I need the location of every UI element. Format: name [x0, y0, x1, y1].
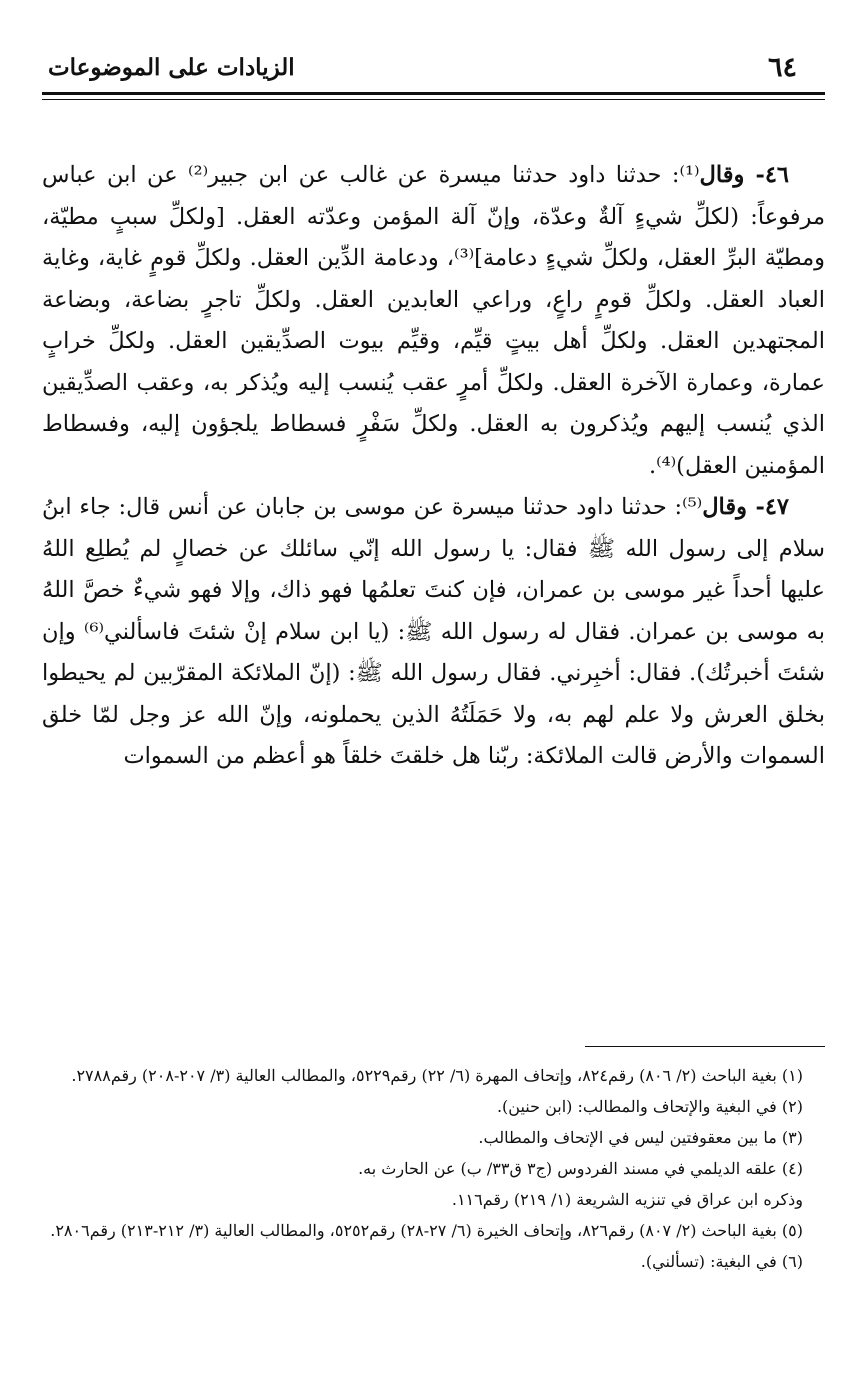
running-title: الزيادات على الموضوعات — [48, 54, 295, 81]
hadith-47-text: ⁽⁵⁾: حدثنا داود حدثنا ميسرة عن موسى بن جابان عن أنس قال: جاء ابنُ سلام إلى رسول الله ﷺ فقال: يا رسول الله إنّي سائلك عن خصالٍ لم يُطلِع اللهُ عليها أحداً غير موسى بن عمران، فإن كنتَ تعلمُها فهو ذاك، وإلا فهو شيءٌ خصَّ اللهُ به موسى بن عمران. فقال له رسول الله ﷺ: (يا ابن سلام إنْ شئتَ فاسألني⁽⁶⁾ وإن شئتَ أخبرتُك). فقال: أخبِرني. فقال رسول الله ﷺ: (إنّ الملائكة المقرّبين لم يحيطوا بخلق العرش ولا علم لهم به، ولا حَمَلَتُهُ الذين يحملونه، وإنّ الله عز وجل لمّا خلق السموات والأرض قالت الملائكة: ربّنا هل خلقتَ خلقاً هو أعظم من السموات — [42, 494, 825, 769]
footnote-4: (٤) علقه الديلمي في مسند الفردوس (ج٣ ق٣٣/ ب) عن الحارث به. — [358, 1159, 803, 1178]
main-text — [42, 155, 825, 778]
footnote-5: (٥) بغية الباحث (٢/ ٨٠٧) رقم٨٢٦، وإتحاف الخيرة (٦/ ٢٧-٢٨) رقم٥٢٥٢، والمطالب العالية (٣/ ٢١٢-٢١٣) رقم٢٨٠٦. — [50, 1221, 803, 1240]
footnote-separator — [585, 1046, 825, 1047]
hadith-47 — [42, 487, 825, 778]
page-header — [40, 52, 807, 92]
footnote-2: (٢) في البغية والإتحاف والمطالب: (ابن حنين). — [496, 1097, 803, 1116]
footnote-1: (١) بغية الباحث (٢/ ٨٠٦) رقم٨٢٤، وإتحاف المهرة (٦/ ٢٢) رقم٥٢٢٩، والمطالب العالية (٣/ ٢٠٧-٢٠٨) رقم٢٧٨٨. — [71, 1066, 803, 1085]
hadith-46-label: ٤٦- وقال — [699, 162, 790, 188]
footnotes — [42, 1060, 825, 1277]
hadith-47-label: ٤٧- وقال — [702, 494, 789, 520]
header-rule-thin — [42, 99, 825, 100]
page-number: ٦٤ — [767, 52, 797, 83]
hadith-46 — [42, 155, 825, 487]
footnote-6: (٦) في البغية: (تسألني). — [640, 1252, 803, 1271]
hadith-46-text: ⁽¹⁾: حدثنا داود حدثنا ميسرة عن غالب عن ابن جبير⁽²⁾ عن ابن عباس مرفوعاً: (لكلِّ شيءٍ آلةٌ وعدّة، وإنّ آلة المؤمن وعدّته العقل. [ولكلِّ سببٍ مطيّة، ومطيّة البرِّ العقل، ولكلِّ شيءٍ دعامة]⁽³⁾، ودعامة الدِّين العقل. ولكلِّ قومٍ غاية، وغاية العباد العقل. ولكلِّ قومٍ راعٍ، وراعي العابدين العقل. ولكلِّ تاجرٍ بضاعة، وبضاعة المجتهدين العقل. ولكلِّ أهل بيتٍ قيِّم، وقيِّم بيوت الصدِّيقين العقل. ولكلِّ خرابٍ عمارة، وعمارة الآخرة العقل. ولكلِّ أمرٍ عقب يُنسب إليه ويُذكر به، وعقب الصدِّيقين الذي يُنسب إليهم ويُذكرون به العقل. ولكلِّ سَفْرٍ فسطاط يلجؤون إليه، وفسطاط المؤمنين العقل)⁽⁴⁾. — [42, 162, 825, 479]
header-rule-thick — [42, 92, 825, 95]
footnote-3: (٣) ما بين معقوفتين ليس في الإتحاف والمطالب. — [478, 1128, 803, 1147]
footnote-4-continued: وذكره ابن عراق في تنزيه الشريعة (١/ ٢١٩) رقم١١٦. — [451, 1190, 803, 1209]
